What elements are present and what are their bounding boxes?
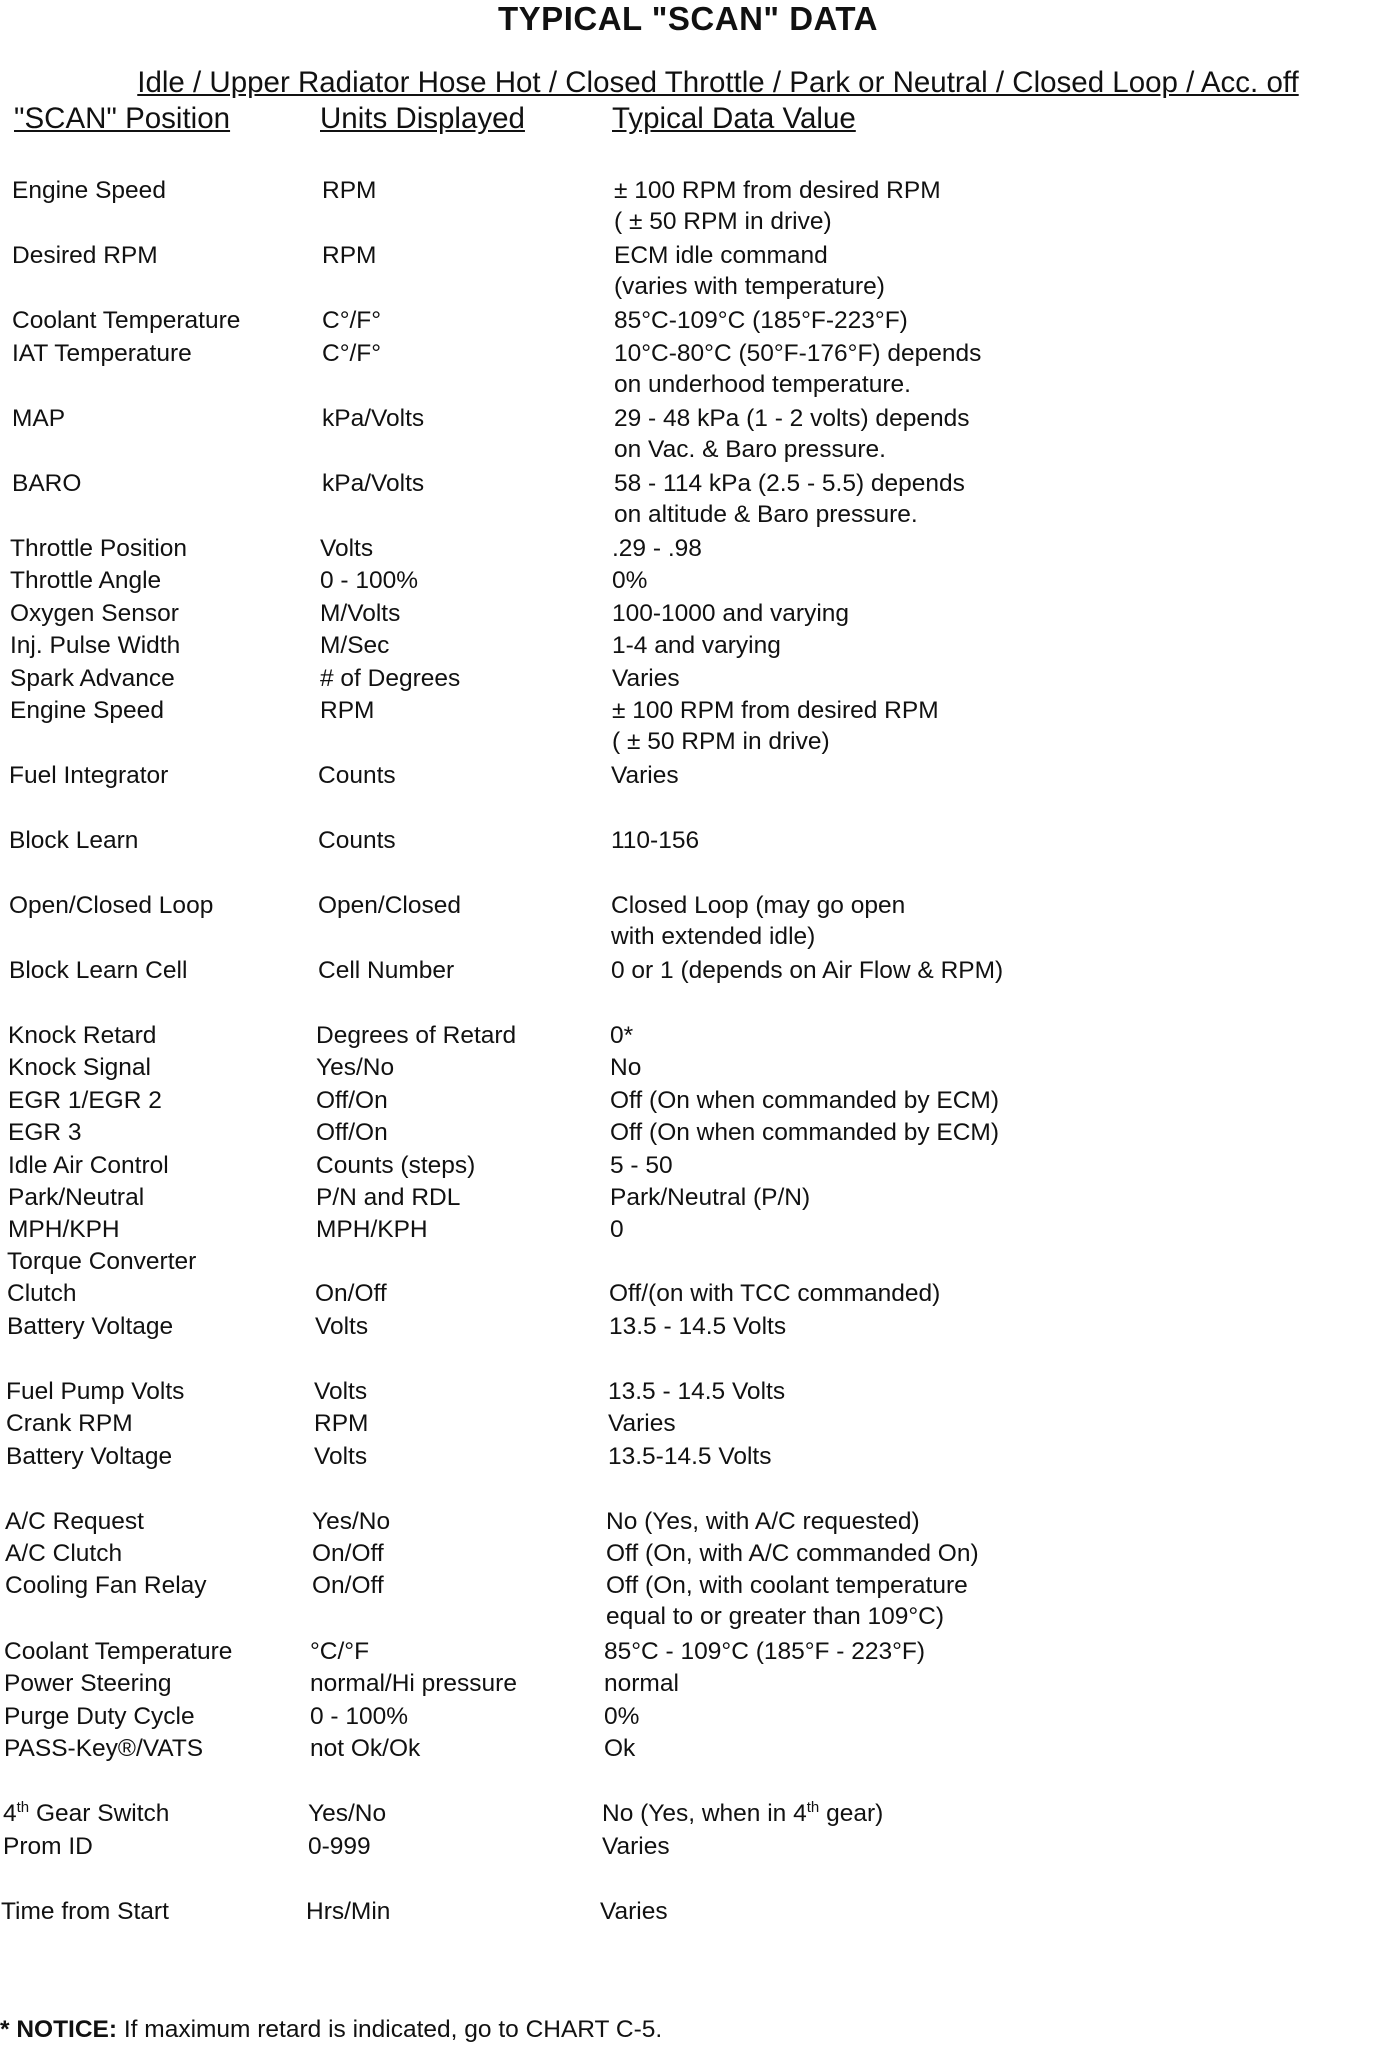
typical-value-continuation-cell: with extended idle) [611, 923, 816, 950]
typical-value-cell: 110-156 [611, 827, 700, 854]
scan-position-cell: Battery Voltage [6, 1443, 173, 1470]
scan-position-cell: Desired RPM [12, 242, 158, 269]
units-cell: Open/Closed [318, 892, 462, 919]
units-cell: Volts [315, 1313, 369, 1340]
scan-position-cell: Throttle Angle [10, 567, 162, 594]
typical-value-cell: 85°C-109°C (185°F-223°F) [614, 307, 908, 334]
units-cell: C°/F° [322, 307, 382, 334]
units-cell: not Ok/Ok [310, 1735, 421, 1762]
scan-position-cell: EGR 3 [8, 1119, 82, 1146]
units-cell: RPM [322, 242, 377, 269]
scan-position-cell: A/C Request [5, 1508, 144, 1535]
typical-value-cell: normal [604, 1670, 679, 1697]
typical-value-cell: Varies [600, 1898, 668, 1925]
typical-value-cell: 85°C - 109°C (185°F - 223°F) [604, 1638, 926, 1665]
units-cell: Volts [314, 1443, 368, 1470]
typical-value-continuation-cell: on altitude & Baro pressure. [614, 501, 918, 528]
scan-position-cell: Engine Speed [12, 177, 166, 204]
typical-value-cell: Closed Loop (may go open [611, 892, 906, 919]
units-cell: On/Off [312, 1540, 384, 1567]
typical-value-cell: ± 100 RPM from desired RPM [612, 697, 939, 724]
notice-footnote [0, 2016, 662, 2044]
typical-value-cell: 1-4 and varying [612, 632, 781, 659]
scan-position-cell: MPH/KPH [8, 1216, 120, 1243]
typical-value-cell: ± 100 RPM from desired RPM [614, 177, 941, 204]
units-cell: RPM [320, 697, 375, 724]
scan-position-cell: Inj. Pulse Width [10, 632, 181, 659]
scan-position-cell: Purge Duty Cycle [4, 1703, 195, 1730]
typical-value-cell: .29 - .98 [612, 535, 702, 562]
page-title: TYPICAL "SCAN" DATA [498, 0, 878, 37]
column-header-position: "SCAN" Position [14, 102, 231, 135]
units-cell: normal/Hi pressure [310, 1670, 517, 1697]
scan-position-cell: Spark Advance [10, 665, 175, 692]
scan-position-cell: Block Learn [9, 827, 139, 854]
units-cell: Volts [314, 1378, 368, 1405]
typical-value-continuation-cell: equal to or greater than 109°C) [606, 1603, 945, 1630]
typical-value-cell: 0 or 1 (depends on Air Flow & RPM) [611, 957, 1004, 984]
units-cell: RPM [322, 177, 377, 204]
scan-position-cell: 4th Gear Switch [3, 1798, 170, 1827]
typical-value-cell: Off (On when commanded by ECM) [610, 1119, 999, 1146]
units-cell: Yes/No [316, 1054, 395, 1081]
typical-value-continuation-cell: on Vac. & Baro pressure. [614, 436, 886, 463]
typical-value-cell: Ok [604, 1735, 636, 1762]
scan-position-cell: PASS-Key®/VATS [4, 1735, 204, 1762]
units-cell: Cell Number [318, 957, 455, 984]
scan-position-cell: Engine Speed [10, 697, 164, 724]
conditions-subtitle: Idle / Upper Radiator Hose Hot / Closed Throttle / Park or Neutral / Closed Loop / Acc. off [137, 66, 1299, 99]
units-cell: °C/°F [310, 1638, 370, 1665]
scan-position-cell: IAT Temperature [12, 340, 192, 367]
typical-value-cell: 0% [612, 567, 648, 594]
scan-position-cell: Idle Air Control [8, 1152, 169, 1179]
units-cell: M/Volts [320, 600, 401, 627]
units-cell: Yes/No [308, 1800, 387, 1827]
scan-position-cell: Park/Neutral [8, 1184, 145, 1211]
units-cell: # of Degrees [320, 665, 461, 692]
units-cell: kPa/Volts [322, 405, 425, 432]
units-cell: On/Off [312, 1572, 384, 1599]
scan-position-cell: Throttle Position [10, 535, 188, 562]
column-header-units: Units Displayed [320, 102, 525, 135]
units-cell: RPM [314, 1410, 369, 1437]
typical-value-cell: 13.5 - 14.5 Volts [608, 1378, 786, 1405]
scan-position-cell: Fuel Integrator [9, 762, 169, 789]
typical-value-continuation-cell: ( ± 50 RPM in drive) [612, 728, 830, 755]
units-cell: Counts [318, 762, 396, 789]
typical-value-continuation-cell: on underhood temperature. [614, 371, 911, 398]
units-cell: 0 - 100% [320, 567, 419, 594]
scan-position-cell: BARO [12, 470, 82, 497]
units-cell: C°/F° [322, 340, 382, 367]
typical-value-cell: 100-1000 and varying [612, 600, 850, 627]
scan-position-cell: Clutch [7, 1280, 77, 1307]
typical-value-continuation-cell: ( ± 50 RPM in drive) [614, 208, 832, 235]
scan-position-cell: Fuel Pump Volts [6, 1378, 185, 1405]
typical-value-cell: 13.5 - 14.5 Volts [609, 1313, 787, 1340]
units-cell: kPa/Volts [322, 470, 425, 497]
typical-value-continuation-cell: (varies with temperature) [614, 273, 885, 300]
units-cell: Counts (steps) [316, 1152, 476, 1179]
scan-position-cell: Oxygen Sensor [10, 600, 179, 627]
scan-position-cell: Cooling Fan Relay [5, 1572, 207, 1599]
units-cell: Degrees of Retard [316, 1022, 517, 1049]
typical-value-cell: No [610, 1054, 642, 1081]
typical-value-cell: 0 [610, 1216, 624, 1243]
column-header-value: Typical Data Value [612, 102, 856, 135]
units-cell: 0 - 100% [310, 1703, 409, 1730]
notice-text: If maximum retard is indicated, go to CHART C-5. [123, 2016, 663, 2043]
units-cell: Hrs/Min [306, 1898, 391, 1925]
scan-position-cell: Power Steering [4, 1670, 172, 1697]
scan-position-cell: Battery Voltage [7, 1313, 174, 1340]
typical-value-cell: Varies [611, 762, 679, 789]
typical-value-cell: 0* [610, 1022, 634, 1049]
typical-value-cell: ECM idle command [614, 242, 828, 269]
typical-value-cell: 29 - 48 kPa (1 - 2 volts) depends [614, 405, 970, 432]
scan-position-cell: EGR 1/EGR 2 [8, 1087, 162, 1114]
units-cell: Yes/No [312, 1508, 391, 1535]
scan-position-cell: Block Learn Cell [9, 957, 188, 984]
units-cell: On/Off [315, 1280, 387, 1307]
scan-position-cell: MAP [12, 405, 66, 432]
units-cell: Volts [320, 535, 374, 562]
scan-position-cell: A/C Clutch [5, 1540, 123, 1567]
scan-position-cell: Knock Retard [8, 1022, 157, 1049]
scan-position-cell: Torque Converter [7, 1248, 197, 1275]
typical-value-cell: Off (On, with coolant temperature [606, 1572, 968, 1599]
typical-value-cell: 0% [604, 1703, 640, 1730]
units-cell: M/Sec [320, 632, 390, 659]
units-cell: P/N and RDL [316, 1184, 461, 1211]
typical-value-cell: 13.5-14.5 Volts [608, 1443, 772, 1470]
units-cell: 0-999 [308, 1833, 371, 1860]
typical-value-cell: Off/(on with TCC commanded) [609, 1280, 941, 1307]
typical-value-cell: No (Yes, when in 4th gear) [602, 1798, 884, 1827]
scan-position-cell: Open/Closed Loop [9, 892, 214, 919]
units-cell: MPH/KPH [316, 1216, 428, 1243]
scan-position-cell: Prom ID [3, 1833, 93, 1860]
units-cell: Off/On [316, 1119, 388, 1146]
notice-label: * NOTICE: [0, 2016, 118, 2043]
typical-value-cell: Varies [602, 1833, 670, 1860]
scan-position-cell: Coolant Temperature [4, 1638, 233, 1665]
typical-value-cell: Off (On when commanded by ECM) [610, 1087, 999, 1114]
typical-value-cell: 58 - 114 kPa (2.5 - 5.5) depends [614, 470, 965, 497]
scan-position-cell: Knock Signal [8, 1054, 152, 1081]
typical-value-cell: Off (On, with A/C commanded On) [606, 1540, 979, 1567]
typical-value-cell: Varies [608, 1410, 676, 1437]
typical-value-cell: No (Yes, with A/C requested) [606, 1508, 920, 1535]
typical-value-cell: Park/Neutral (P/N) [610, 1184, 811, 1211]
scan-position-cell: Time from Start [1, 1898, 169, 1925]
scan-position-cell: Coolant Temperature [12, 307, 241, 334]
units-cell: Off/On [316, 1087, 388, 1114]
units-cell: Counts [318, 827, 396, 854]
typical-value-cell: 5 - 50 [610, 1152, 673, 1179]
typical-value-cell: Varies [612, 665, 680, 692]
typical-value-cell: 10°C-80°C (50°F-176°F) depends [614, 340, 982, 367]
scan-position-cell: Crank RPM [6, 1410, 133, 1437]
